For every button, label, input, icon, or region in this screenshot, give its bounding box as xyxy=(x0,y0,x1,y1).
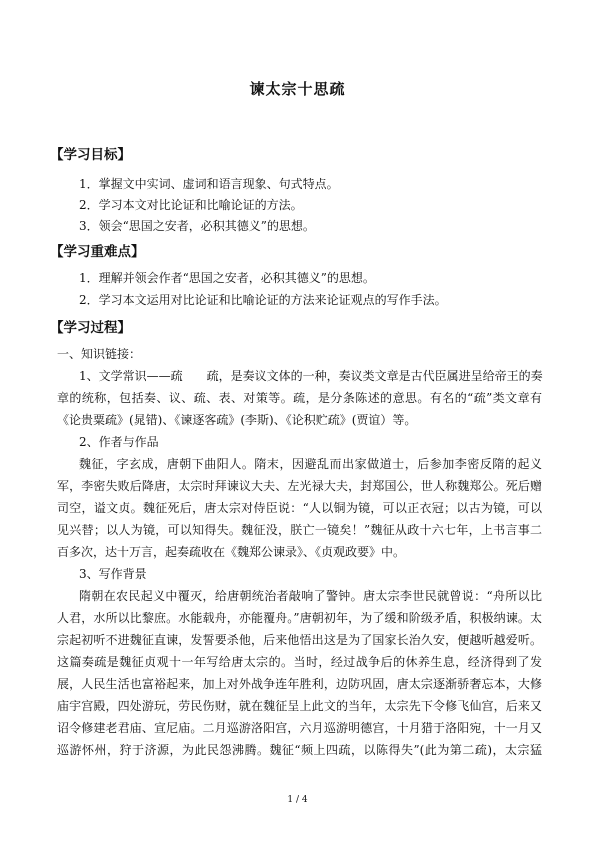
paragraph-line: 宗起初听不进魏征直谏，发誓要杀他，后来他悟出这是为了国家长治久安，便越听越爱听。 xyxy=(57,633,542,647)
paragraph-line: 《论贵粟疏》(晁错)、《谏逐客疏》(李斯)、《论积贮疏》(贾谊）等。 xyxy=(57,413,417,427)
paragraph-line: 章的统称，包括奏、议、疏、表、对策等。疏，是分条陈述的意思。有名的“疏”类文章有 xyxy=(57,391,542,405)
knowledge-heading: 一、知识链接： xyxy=(57,347,142,361)
key-point-item: 1．理解并领会作者“思国之安者，必积其德义”的思想。 xyxy=(79,271,375,285)
paragraph-line: 巡游怀州，狩于济源，为此民怨沸腾。魏征“频上四疏，以陈得失”(此为第二疏)，太宗猛 xyxy=(57,743,542,757)
section-heading-key-points: 【学习重难点】 xyxy=(50,244,145,260)
subheading: 2、作者与作品 xyxy=(79,435,159,449)
paragraph-line: 1、文学常识——疏 疏，是奏议文体的一种，奏议类文章是古代臣属进呈给帝王的奏 xyxy=(79,369,543,383)
section-heading-goals: 【学习目标】 xyxy=(50,147,131,163)
page-number: 1 / 4 xyxy=(287,795,308,805)
paragraph-line: 司空，谥文贞。魏征死后，唐太宗对侍臣说：“人以铜为镜，可以正衣冠；以古为镜，可以 xyxy=(57,501,542,515)
goal-item: 2．学习本文对比论证和比喻论证的方法。 xyxy=(79,198,303,212)
paragraph-line: 诏令修建老君庙、宣尼庙。二月巡游洛阳宫，六月巡游明德宫，十月猎于洛阳宛，十一月又 xyxy=(57,721,542,735)
goal-item: 3．领会“思国之安者，必积其德义”的思想。 xyxy=(79,219,315,233)
paragraph-line: 隋朝在农民起义中覆灭，给唐朝统治者敲响了警钟。唐太宗李世民就曾说：“舟所以比 xyxy=(79,589,542,603)
paragraph-line: 魏征，字玄成，唐朝下曲阳人。隋末，因避乱而出家做道士，后参加李密反隋的起义 xyxy=(79,457,542,471)
document-title: 谏太宗十思疏 xyxy=(249,80,346,98)
paragraph-line: 展，人民生活也富裕起来，加上对外战争连年胜利，边防巩固，唐太宗逐渐骄奢忘本，大修 xyxy=(57,677,542,691)
key-point-item: 2．学习本文运用对比论证和比喻论证的方法来论证观点的写作手法。 xyxy=(79,293,447,307)
paragraph-line: 人君，水所以比黎庶。水能载舟，亦能覆舟。”唐朝初年，为了缓和阶级矛盾，积极纳谏。太 xyxy=(57,611,542,625)
paragraph-line: 这篇奏疏是魏征贞观十一年写给唐太宗的。当时，经过战争后的休养生息，经济得到了发 xyxy=(57,655,542,669)
paragraph-line: 军，李密失败后降唐，太宗时拜谏议大夫、左光禄大夫，封郑国公，世人称魏郑公。死后赠 xyxy=(57,479,542,493)
subheading: 3、写作背景 xyxy=(79,567,147,581)
paragraph-line: 见兴替；以人为镜，可以知得失。魏征没，朕亡一镜矣！”魏征从政十六七年，上书言事二 xyxy=(57,523,542,537)
goal-item: 1．掌握文中实词、虚词和语言现象、句式特点。 xyxy=(79,177,339,191)
paragraph-line: 庙宇宫殿，四处游玩，劳民伤财，就在魏征呈上此文的当年，太宗先下令修飞仙宫，后来又 xyxy=(57,699,542,713)
section-heading-process: 【学习过程】 xyxy=(50,320,131,336)
paragraph-line: 百多次，达十万言，起奏疏收在《魏郑公谏录》、《贞观政要》中。 xyxy=(57,545,406,559)
